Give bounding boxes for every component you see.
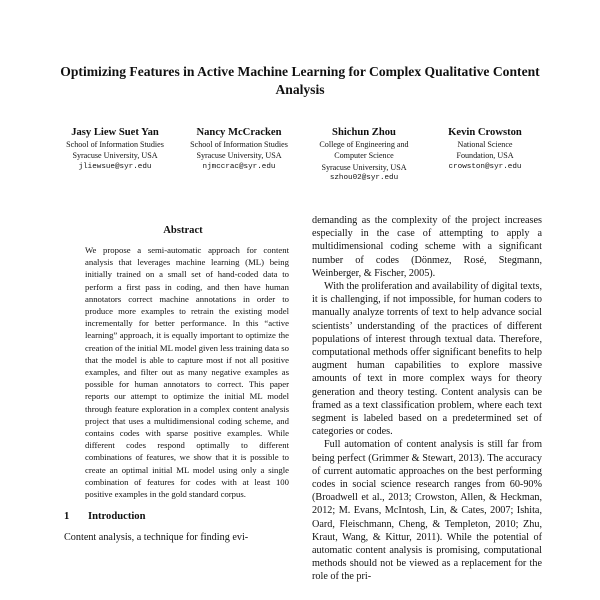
author-name: Kevin Crowston <box>448 127 522 138</box>
author-affiliation-line: Foundation, USA <box>456 151 514 161</box>
left-column <box>64 214 302 544</box>
right-column <box>312 214 542 584</box>
author-affiliation-line: College of Engineering and <box>319 140 409 149</box>
section-heading-introduction <box>64 510 302 523</box>
author-affiliation-line: National Science <box>457 140 513 149</box>
author-affiliation-line: Syracuse University, USA <box>72 151 158 161</box>
author-name: Shichun Zhou <box>332 127 396 138</box>
body-paragraph: With the proliferation and availability of digital texts, it is challenging, if not impossible, for human coders to manually analyze torrents of text to help advance social scientists’ understanding of the practices of different populations of interest through textual data. Therefore, computational methods offer significant benefits to help augment human capabilities to explore massive amounts of text in more complex ways for theory generation and theory testing. Content analysis can be framed as a text classification problem, where each text segment is labeled based on a predetermined set of categories or codes. <box>312 281 542 438</box>
author-email: szhou02@syr.edu <box>329 174 399 183</box>
author-4 <box>425 126 545 173</box>
author-email: crowston@syr.edu <box>448 162 522 171</box>
section-title: Introduction <box>88 511 146 523</box>
abstract-heading: Abstract <box>163 225 203 236</box>
author-1 <box>55 126 175 173</box>
author-email: jliewsue@syr.edu <box>78 162 152 171</box>
author-affiliation-line: Computer Science <box>334 151 394 161</box>
introduction-first-line: Content analysis, a technique for finding evi- <box>64 532 249 544</box>
author-name: Nancy McCracken <box>196 127 282 138</box>
body-paragraph: demanding as the complexity of the project increases especially in the case of attempting to apply a multidimensional coding scheme with a significant number of codes (Dönmez, Rosé, Stegmann, Weinberger, & Fischer, 2005). <box>312 215 542 279</box>
author-block <box>55 126 545 196</box>
author-name: Jasy Liew Suet Yan <box>71 127 159 138</box>
author-affiliation-line: Syracuse University, USA <box>196 151 282 161</box>
section-number: 1 <box>64 511 70 523</box>
author-affiliation-line: School of Information Studies <box>190 140 288 149</box>
author-affiliation-line: Syracuse University, USA <box>321 162 407 172</box>
author-email: njmccrac@syr.edu <box>202 162 276 171</box>
author-3 <box>307 126 421 185</box>
author-affiliation-line: School of Information Studies <box>66 140 164 149</box>
paper-title: Optimizing Features in Active Machine Learning for Complex Qualitative Content Analysis <box>60 64 540 97</box>
body-paragraph: Full automation of content analysis is still far from being perfect (Grimmer & Stewart, 2013). The accuracy of current automatic approaches on the best performing codes in social science research ranges from 60-90% (Broadwell et al., 2013; Crowston, Allen, & Heckman, 2012; M. Evans, McIntosh, Lin, & Cates, 2007; Ishita, Oard, Fleischmann, Cheng, & Templeton, 2010; Zhu, Kraut, Wang, & Kittur, 2011). While the potential of automatic content analysis is promising, computational methods should not be viewed as a replacement for the role of the pri- <box>312 439 542 583</box>
abstract-text: We propose a semi-automatic approach for content analysis that leverages machine learning (ML) being initially trained on a small set of hand-coded data to perform a first pass in coding, and then have human annotators correct machine annotations in order to produce more examples to retrain the existing model incrementally for better performance. In this “active learning” approach, it is equally important to optimize the creation of the initial ML model given less training data so that the model is able to capture most if not all positive examples, and filter out as many negative examples as possible for human annotators to correct. This paper reports our attempt to optimize the initial ML model through feature exploration in a complex content analysis project that uses a multidimensional coding scheme, and contains codes with sparse positive examples. While different codes respond optimally to different combinations of features, we show that it is possible to create an optimal initial ML model using only a single combination of features for codes with at least 100 positive examples in the gold standard corpus. <box>85 245 289 500</box>
author-2 <box>179 126 299 173</box>
